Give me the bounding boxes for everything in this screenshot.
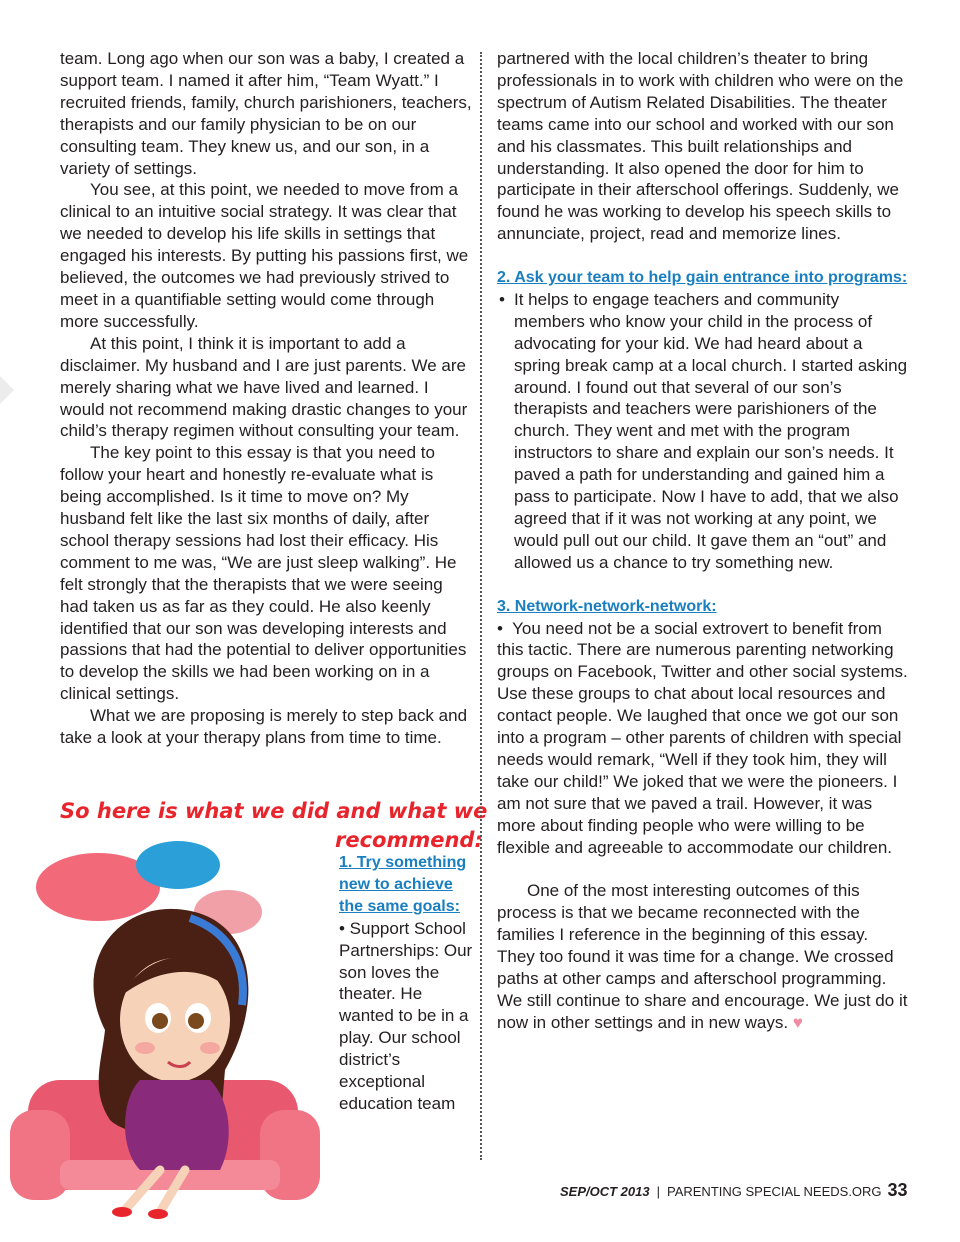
paragraph: At this point, I think it is important to add a disclaimer. My husband and I are just parents. We are merely sharing what we have lived and learned. I would not recommend making drastic changes to your child’s therapy regimen without consulting your team. (60, 333, 468, 441)
section-3-text: You need not be a social extrovert to benefit from this tactic. There are numerous parenting networking groups on Facebook, Twitter and other social systems. Use these groups to chat about local resources and contact people. We laughed that once we got our son into a program – other parents of children with special needs would remark, “Well if they took him, they will take our child!” We joked that we were the pioneers. I am not sure that we paved a trail. However, it was more about finding people who were willing to be flexible and agreeable to accommodate our children. (497, 618, 908, 857)
section-1-bullet: • Support School Partnerships: Our son loves the theater. He wanted to be in a play. Our school district’s exceptional education team (339, 918, 473, 1113)
cheek (135, 1042, 155, 1054)
closing-text: One of the most interesting outcomes of this process is that we became reconnected with the families I reference in the beginning of this essay. They too found it was time for a change. We crossed paths at other camps and afterschool programming. We still continue to share and encourage. We just do it now in other settings and in new ways. (497, 881, 908, 1032)
paragraph: team. Long ago when our son was a baby, I created a support team. I named it after him, “Team Wyatt.” I recruited friends, family, church parishioners, teachers, therapists and our family physician to be on our consulting team. They knew us, and our son, in a variety of settings. (60, 49, 472, 178)
heart-icon: ♥ (792, 1012, 803, 1032)
column-divider (480, 52, 482, 1160)
small-column (339, 852, 473, 1115)
section-3-bullet (497, 618, 909, 859)
paragraph: What we are proposing is merely to step back and take a look at your therapy plans from time to time. (60, 706, 468, 748)
list-item (497, 289, 909, 574)
pull-heading-line-2: recommend: (335, 828, 483, 852)
section-2-heading[interactable]: 2. Ask your team to help gain entrance into programs: (497, 269, 908, 287)
cheek (200, 1042, 220, 1054)
section-3-heading[interactable]: 3. Network-network-network: (497, 597, 717, 615)
paragraph: partnered with the local children’s theater to bring professionals in to work with children who were on the spectrum of Autism Related Disabilities. The theater teams came into our school and worked with our son and his classmates. This built relationships and understanding. It also opened the door for him to participate in their afterschool offerings. Suddenly, we found he was working to develop his speech skills to annunciate, project, read and memorize lines. (497, 49, 904, 244)
section-2-bullet: It helps to engage teachers and community members who know your child in the process of advocating for your kid. We had heard about a spring break camp at a local church. I started asking around. I found out that several of our son’s therapists and teachers were parishioners of the church. They went and met with the program instructors to share and explain our son’s needs. It paved a path for understanding and gained him a pass to participate. Now I have to add, that we also agreed that if it was not working at any point, we would pull out our child. It gave them an “out” and allowed us a chance to try something new. (514, 289, 908, 572)
left-column (60, 48, 472, 749)
bullet-icon: • (499, 289, 505, 309)
shoe (112, 1207, 132, 1217)
site-name[interactable]: PARENTING SPECIAL NEEDS.ORG (667, 1184, 882, 1199)
iris (188, 1013, 204, 1029)
closing-paragraph (497, 880, 909, 1033)
section-1-heading[interactable]: 1. Try something new to achieve the same goals: (339, 854, 467, 915)
paragraph: You see, at this point, we needed to move from a clinical to an intuitive social strategy. It was clear that we needed to develop his life skills in settings that engaged his interests. By putting his passions first, we believed, the outcomes we had previously strived to meet in a quantifiable setting would come through more successfully. (60, 180, 469, 331)
thought-bubble (136, 841, 220, 889)
page-turn-arrow-icon[interactable] (0, 376, 14, 404)
dress (125, 1080, 229, 1170)
bullet-icon: • (497, 618, 503, 638)
paragraph: The key point to this essay is that you need to follow your heart and honestly re-evaluate what is being accomplished. Is it time to move on? My husband felt like the last six months of daily, after school therapy sessions had lost their efficacy. His comment to me was, “We are just sleep walking”. He felt strongly that the therapists that we were seeing had taken us as far as they could. He also keenly identified that our son was developing interests and passions that had the potential to deliver opportunities to develop the skills we had been working on in a clinical settings. (60, 443, 467, 704)
footer-separator: | (656, 1184, 660, 1199)
couch-arm (10, 1110, 70, 1200)
pull-heading-line-1: So here is what we did and what we (60, 799, 488, 823)
iris (152, 1013, 168, 1029)
shoe (148, 1209, 168, 1219)
page-number: 33 (887, 1180, 908, 1200)
issue-date: SEP/OCT 2013 (560, 1184, 650, 1199)
page-footer (560, 1180, 908, 1201)
right-column (497, 48, 909, 1034)
list-item (497, 618, 909, 859)
woman-on-couch-illustration (10, 840, 340, 1220)
